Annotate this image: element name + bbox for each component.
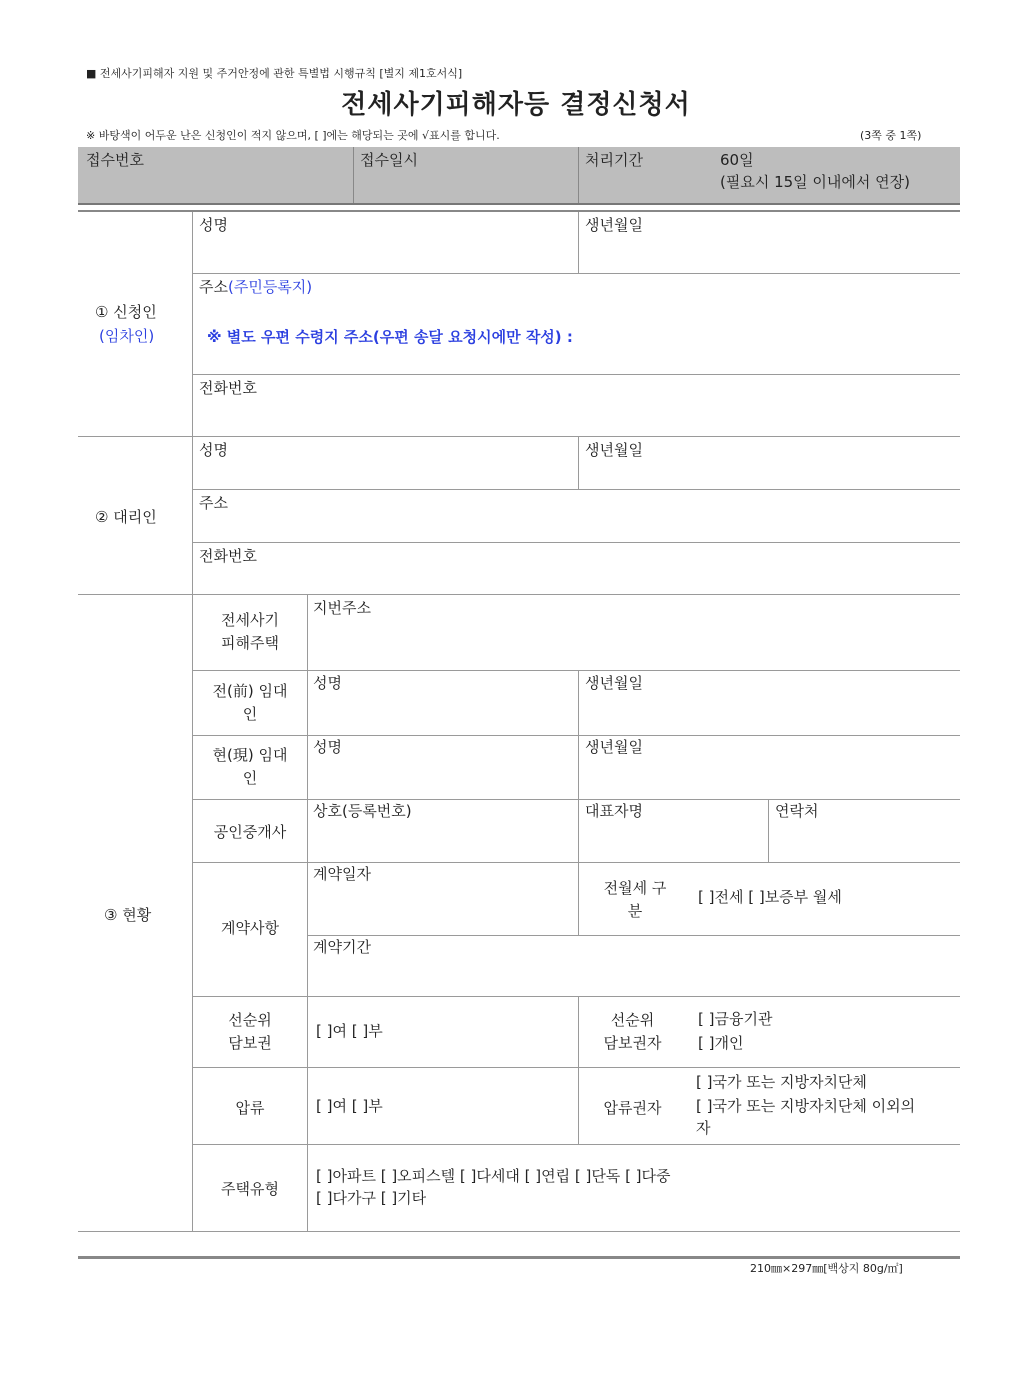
applicant-name-field[interactable]: 성명 bbox=[199, 216, 228, 234]
broker-label: 공인중개사 bbox=[213, 823, 287, 841]
lease-type-label: 전월세 구 분 bbox=[603, 879, 667, 921]
agent-birth-field[interactable]: 생년월일 bbox=[585, 441, 643, 459]
contract-period-field[interactable]: 계약기간 bbox=[313, 938, 371, 956]
agent-name-field[interactable]: 성명 bbox=[199, 441, 228, 459]
applicant-section-label: ① 신청인 bbox=[95, 303, 157, 321]
lot-address-field[interactable]: 지번주소 bbox=[313, 599, 371, 617]
applicant-address-sub: (주민등록지) bbox=[227, 278, 313, 296]
applicant-address-label: 주소 bbox=[199, 278, 228, 296]
housing-type-label: 주택유형 bbox=[221, 1180, 279, 1198]
holder-financial-institution-option[interactable]: [ ]금융기관 bbox=[698, 1010, 773, 1028]
applicant-section-sub: (임차인) bbox=[99, 327, 155, 345]
applicant-address-field[interactable] bbox=[199, 278, 312, 296]
current-landlord-birth-field[interactable]: 생년월일 bbox=[585, 738, 643, 756]
mailing-address-note[interactable]: ※ 별도 우편 수령지 주소(우편 송달 요청시에만 작성) : bbox=[207, 328, 573, 346]
notice: ※ 바탕색이 어두운 난은 신청인이 적지 않으며, [ ]에는 해당되는 곳에 √표시를 합니다. bbox=[86, 129, 500, 142]
senior-lien-label: 선순위 담보권 bbox=[228, 1011, 272, 1053]
seizure-holder-other-option[interactable]: [ ]국가 또는 지방자치단체 이외의 bbox=[696, 1097, 916, 1115]
seizure-label: 압류 bbox=[235, 1099, 265, 1117]
broker-name-field[interactable]: 상호(등록번호) bbox=[313, 802, 412, 820]
page-indicator: (3쪽 중 1쪽) bbox=[860, 129, 922, 142]
seizure-holder-label: 압류권자 bbox=[603, 1099, 662, 1117]
applicant-birth-field[interactable]: 생년월일 bbox=[585, 216, 643, 234]
previous-landlord-name-field[interactable]: 성명 bbox=[313, 674, 342, 692]
processing-period-note: (필요시 15일 이내에서 연장) bbox=[720, 173, 910, 191]
senior-lien-yes-no[interactable]: [ ]여 [ ]부 bbox=[316, 1022, 383, 1040]
current-landlord-name-field[interactable]: 성명 bbox=[313, 738, 342, 756]
lease-type-options[interactable]: [ ]전세 [ ]보증부 월세 bbox=[698, 888, 842, 906]
previous-landlord-birth-field[interactable]: 생년월일 bbox=[585, 674, 643, 692]
agent-phone-field[interactable]: 전화번호 bbox=[199, 547, 257, 565]
receipt-number-label: 접수번호 bbox=[86, 151, 144, 169]
broker-representative-field[interactable]: 대표자명 bbox=[585, 802, 643, 820]
victim-house-label: 전세사기 피해주택 bbox=[221, 611, 279, 653]
agent-section-label: ② 대리인 bbox=[95, 508, 157, 526]
holder-individual-option[interactable]: [ ]개인 bbox=[698, 1034, 744, 1052]
processing-period-label: 처리기간 bbox=[585, 151, 643, 169]
housing-type-options-row1[interactable]: [ ]아파트 [ ]오피스텔 [ ]다세대 [ ]연립 [ ]단독 [ ]다중 bbox=[316, 1167, 671, 1185]
housing-type-options-row2[interactable]: [ ]다가구 [ ]기타 bbox=[316, 1189, 427, 1207]
paper-spec-footer: 210㎜×297㎜[백상지 80g/㎡] bbox=[750, 1262, 903, 1275]
applicant-phone-field[interactable]: 전화번호 bbox=[199, 379, 257, 397]
senior-lien-holder-label: 선순위 담보권자 bbox=[603, 1011, 662, 1053]
page-title: 전세사기피해자등 결정신청서 bbox=[341, 90, 691, 120]
status-section-label: ③ 현황 bbox=[104, 906, 152, 924]
agent-address-field[interactable]: 주소 bbox=[199, 494, 228, 512]
seizure-holder-other-option-cont: 자 bbox=[696, 1119, 711, 1137]
contract-label: 계약사항 bbox=[221, 919, 279, 937]
contract-date-field[interactable]: 계약일자 bbox=[313, 865, 371, 883]
receipt-date-label: 접수일시 bbox=[360, 151, 418, 169]
seizure-yes-no[interactable]: [ ]여 [ ]부 bbox=[316, 1097, 383, 1115]
processing-period-value: 60일 bbox=[720, 151, 754, 169]
current-landlord-label: 현(現) 임대 인 bbox=[212, 746, 288, 788]
legal-basis: ■ 전세사기피해자 지원 및 주거안정에 관한 특별법 시행규칙 [별지 제1호서식] bbox=[86, 67, 463, 80]
seizure-holder-government-option[interactable]: [ ]국가 또는 지방자치단체 bbox=[696, 1073, 867, 1091]
previous-landlord-label: 전(前) 임대 인 bbox=[212, 682, 288, 724]
broker-contact-field[interactable]: 연락처 bbox=[775, 802, 819, 820]
